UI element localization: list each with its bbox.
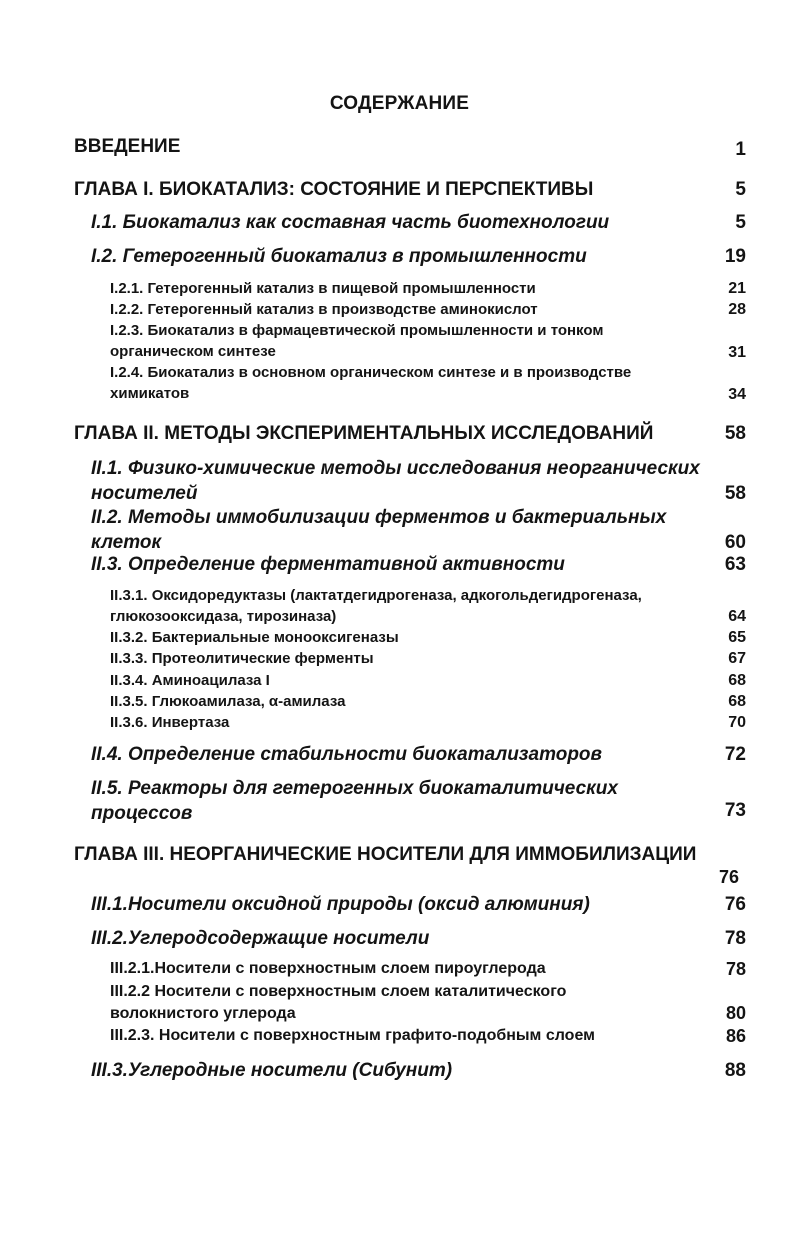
toc-entry-text: III.2.1.Носители с поверхностным слоем пироуглерода: [110, 960, 546, 977]
toc-entry-section-3-1[interactable]: [91, 892, 746, 917]
toc-entry-page: 80: [725, 1003, 746, 1023]
toc-entry-text: II.3.4. Аминоацилаза I: [110, 672, 270, 689]
toc-entry-text: II.1. Физико-химические методы исследования неорганических носителей: [91, 458, 700, 504]
toc-entry-text: III.1.Носители оксидной природы (оксид алюминия): [91, 894, 590, 915]
toc-entry-page: 78: [724, 928, 746, 949]
toc-entry-subsection-2-3-5[interactable]: [110, 691, 746, 712]
toc-entry-text: III.2.2 Носители с поверхностным слоем каталитического волокнистого углерода: [110, 983, 567, 1022]
toc-entry-subsection-3-2-2[interactable]: [110, 981, 746, 1025]
toc-entry-subsection-2-3-6[interactable]: [110, 712, 746, 733]
toc-entry-text: II.3.3. Протеолитические ферменты: [110, 650, 374, 667]
toc-entry-text: I.2.4. Биокатализ в основном органическом синтезе и в производстве химикатов: [110, 364, 632, 402]
toc-entry-text: II.3.1. Оксидоредуктазы (лактатдегидрогеназа, адкогольдегидрогеназа, глюкозооксидаза, тирозиназа): [110, 587, 642, 625]
toc-entry-text: III.3.Углеродные носители (Сибунит): [91, 1060, 453, 1081]
toc-entry-text: II.2. Методы иммобилизации ферментов и бактериальных клеток: [91, 507, 667, 553]
toc-entry-text: II.3.5. Глюкоамилаза, α-амилаза: [110, 693, 346, 710]
toc-entry-text: I.2.1. Гетерогенный катализ в пищевой промышленности: [110, 280, 536, 297]
toc-entry-chapter-2[interactable]: [74, 423, 746, 445]
toc-entry-page: 60: [724, 532, 746, 553]
toc-entry-subsection-3-2-3[interactable]: [110, 1025, 746, 1047]
toc-entry-text: I.2.3. Биокатализ в фармацевтической промышленности и тонком органическом синтезе: [110, 322, 604, 360]
toc-entry-page: 73: [724, 800, 746, 821]
toc-entry-page: 5: [735, 212, 746, 233]
toc-entry-subsection-1-2-1[interactable]: [110, 278, 746, 299]
toc-entry-text: ГЛАВА III. НЕОРГАНИЧЕСКИЕ НОСИТЕЛИ ДЛЯ ИММОБИЛИЗАЦИИ: [74, 844, 697, 865]
toc-entry-section-3-3[interactable]: [91, 1058, 746, 1083]
toc-entry-section-1-1[interactable]: [91, 210, 746, 235]
toc-entry-page: 5: [735, 179, 746, 200]
toc-entry-text: II.5. Реакторы для гетерогенных биокаталитических процессов: [91, 778, 618, 824]
toc-entry-page: 58: [724, 423, 746, 444]
toc-entry-text: ВВЕДЕНИЕ: [74, 136, 181, 157]
toc-entry-text: III.2.3. Носители с поверхностным графито-подобным слоем: [110, 1027, 595, 1044]
toc-entry-subsection-2-3-2[interactable]: [110, 627, 746, 648]
toc-entry-page: 58: [724, 483, 746, 504]
toc-entry-subsection-1-2-3[interactable]: [110, 320, 746, 363]
toc-entry-text: ГЛАВА I. БИОКАТАЛИЗ: СОСТОЯНИЕ И ПЕРСПЕКТИВЫ: [74, 179, 594, 200]
toc-entry-page: 70: [728, 714, 746, 731]
toc-entry-text: II.3. Определение ферментативной активности: [91, 554, 565, 575]
toc-entry-text: II.3.6. Инвертаза: [110, 714, 230, 731]
toc-entry-section-2-4[interactable]: [91, 742, 746, 767]
toc-entry-page: 64: [728, 608, 746, 625]
toc-entry-page: 72: [724, 744, 746, 765]
toc-entry-page: 88: [724, 1060, 746, 1081]
toc-entry-page: 86: [725, 1026, 746, 1046]
toc-entry-subsection-3-2-1[interactable]: [110, 958, 746, 980]
toc-entry-chapter-3[interactable]: [74, 844, 764, 866]
toc-entry-text: I.2. Гетерогенный биокатализ в промышленности: [91, 246, 587, 267]
toc-entry-section-3-2[interactable]: [91, 926, 746, 951]
toc-entry-text: II.4. Определение стабильности биокатализаторов: [91, 744, 603, 765]
toc-entry-section-2-5[interactable]: [91, 776, 746, 826]
toc-entry-page: 67: [728, 650, 746, 667]
toc-entry-subsection-2-3-3[interactable]: [110, 648, 746, 669]
toc-entry-chapter-1[interactable]: [74, 179, 746, 201]
page-title: СОДЕРЖАНИЕ: [329, 93, 470, 114]
toc-entry-page: 34: [728, 386, 746, 403]
toc-entry-text: II.3.2. Бактериальные монооксигеназы: [110, 629, 399, 646]
toc-entry-introduction[interactable]: [74, 136, 746, 161]
toc-entry-subsection-2-3-1[interactable]: [110, 585, 746, 627]
toc-entry-subsection-1-2-4[interactable]: [110, 362, 746, 405]
toc-entry-page: 21: [728, 280, 746, 297]
toc-entry-page: 1: [735, 139, 746, 160]
toc-entry-page: 28: [728, 301, 746, 318]
toc-entry-page: 76: [719, 867, 740, 887]
toc-entry-text: III.2.Углеродсодержащие носители: [91, 928, 430, 949]
toc-entry-page: 65: [728, 629, 746, 646]
toc-entry-text: ГЛАВА II. МЕТОДЫ ЭКСПЕРИМЕНТАЛЬНЫХ ИССЛЕДОВАНИЙ: [74, 423, 654, 444]
toc-entry-page: 63: [724, 554, 746, 575]
toc-entry-subsection-2-3-4[interactable]: [110, 670, 746, 691]
toc-entry-page: 19: [724, 246, 746, 267]
toc-entry-section-2-1[interactable]: [91, 456, 746, 506]
toc-entry-page: 78: [725, 959, 746, 979]
toc-entry-page: 76: [724, 894, 746, 915]
toc-entry-text: I.1. Биокатализ как составная часть биотехнологии: [91, 212, 610, 233]
toc-entry-text: I.2.2. Гетерогенный катализ в производстве аминокислот: [110, 301, 538, 318]
toc-entry-section-1-2[interactable]: [91, 244, 746, 269]
toc-entry-page: 68: [728, 693, 746, 710]
toc-entry-section-2-3[interactable]: [91, 552, 746, 577]
toc-entry-page: 68: [728, 672, 746, 689]
toc-entry-subsection-1-2-2[interactable]: [110, 299, 746, 320]
toc-entry-page: 31: [728, 344, 746, 361]
toc-entry-section-2-2[interactable]: [91, 505, 746, 555]
